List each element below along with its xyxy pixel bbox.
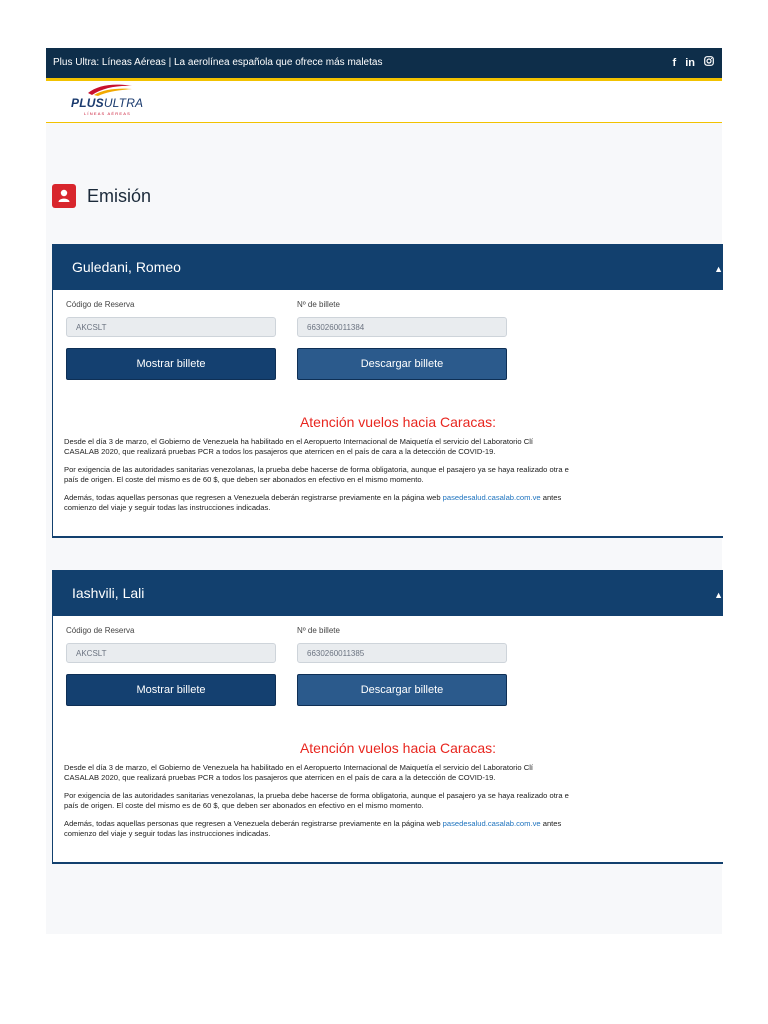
notice-p1-line2: CASALAB 2020, que realizará pruebas PCR a todos los pasajeros que aterricen en el país de cara a la detección de COVID-19.	[64, 773, 496, 782]
instagram-icon[interactable]	[704, 56, 714, 69]
ticket-number-field[interactable]: 6630260011384	[297, 317, 507, 337]
passenger-name: Iashvili, Lali	[72, 585, 145, 601]
ticket-number-field[interactable]: 6630260011385	[297, 643, 507, 663]
notice-p1-line2: CASALAB 2020, que realizará pruebas PCR a todos los pasajeros que aterricen en el país de cara a la detección de COVID-19.	[64, 447, 496, 456]
download-ticket-button[interactable]: Descargar billete	[297, 674, 507, 706]
top-bar	[46, 48, 722, 81]
notice-p3-post: antes	[540, 493, 562, 502]
notice-p2-line1: Por exigencia de las autoridades sanitarias venezolanas, la prueba debe hacerse de forma obligatoria, aunque el pasajero ya se haya realizado otra e	[64, 791, 569, 800]
chevron-up-icon[interactable]: ▲	[714, 590, 723, 600]
logo-wordmark	[71, 96, 143, 110]
logo-brand-ultra: ULTRA	[103, 96, 144, 110]
booking-code-field[interactable]: AKCSLT	[66, 643, 276, 663]
booking-code-label: Código de Reserva	[66, 626, 135, 635]
health-pass-link[interactable]: pasedesalud.casalab.com.ve	[442, 819, 541, 828]
notice-p3-pre: Además, todas aquellas personas que regresen a Venezuela deberán registrarse previamente en la página web	[64, 819, 443, 828]
ticket-number-label: Nº de billete	[297, 626, 340, 635]
notice-p2-line2: país de origen. El coste del mismo es de 60 $, que deben ser abonados en efectivo en el mismo momento.	[64, 801, 424, 810]
top-bar-text: Plus Ultra: Líneas Aéreas | La aerolínea española que ofrece más maletas	[53, 57, 383, 68]
show-ticket-button[interactable]: Mostrar billete	[66, 348, 276, 380]
health-pass-link[interactable]: pasedesalud.casalab.com.ve	[442, 493, 541, 502]
linkedin-icon[interactable]: in	[685, 56, 695, 69]
passenger-card-header[interactable]	[53, 570, 723, 616]
logo-swoosh-icon	[86, 83, 134, 97]
page-title-row	[52, 184, 151, 208]
notice-title: Atención vuelos hacia Caracas:	[299, 414, 497, 430]
passenger-card-2	[52, 570, 723, 864]
notice-p3-line2: comienzo del viaje y seguir todas las instrucciones indicadas.	[64, 829, 271, 838]
notice-title: Atención vuelos hacia Caracas:	[299, 740, 497, 756]
chevron-up-icon[interactable]: ▲	[714, 264, 723, 274]
notice-p1-line1: Desde el día 3 de marzo, el Gobierno de Venezuela ha habilitado en el Aeropuerto Internacional de Maiquetía el servicio del Laboratorio Clí	[64, 437, 534, 446]
logo-subtitle: LÍNEAS AÉREAS	[84, 111, 131, 116]
download-ticket-button[interactable]: Descargar billete	[297, 348, 507, 380]
passenger-card-1	[52, 244, 723, 538]
ticket-number-label: Nº de billete	[297, 300, 340, 309]
notice-text	[64, 763, 732, 847]
facebook-icon[interactable]: f	[672, 56, 677, 69]
notice-text	[64, 437, 732, 521]
notice-p3-post: antes	[540, 819, 562, 828]
notice-p1-line1: Desde el día 3 de marzo, el Gobierno de Venezuela ha habilitado en el Aeropuerto Internacional de Maiquetía el servicio del Laboratorio Clí	[64, 763, 534, 772]
notice-p3-pre: Además, todas aquellas personas que regresen a Venezuela deberán registrarse previamente en la página web	[64, 493, 443, 502]
notice-p2-line1: Por exigencia de las autoridades sanitarias venezolanas, la prueba debe hacerse de forma obligatoria, aunque el pasajero ya se haya realizado otra e	[64, 465, 569, 474]
notice-p3-line2: comienzo del viaje y seguir todas las instrucciones indicadas.	[64, 503, 271, 512]
passenger-card-header[interactable]	[53, 244, 723, 290]
passenger-name: Guledani, Romeo	[72, 259, 181, 275]
page-title: Emisión	[87, 185, 152, 206]
user-icon	[52, 184, 76, 208]
social-links	[673, 56, 714, 69]
notice-p2-line2: país de origen. El coste del mismo es de 60 $, que deben ser abonados en efectivo en el mismo momento.	[64, 475, 424, 484]
logo-brand-plus: PLUS	[71, 96, 104, 110]
booking-code-label: Código de Reserva	[66, 300, 135, 309]
site-header	[46, 81, 722, 123]
plus-ultra-logo[interactable]	[68, 83, 178, 123]
booking-code-field[interactable]: AKCSLT	[66, 317, 276, 337]
page	[46, 48, 722, 934]
show-ticket-button[interactable]: Mostrar billete	[66, 674, 276, 706]
